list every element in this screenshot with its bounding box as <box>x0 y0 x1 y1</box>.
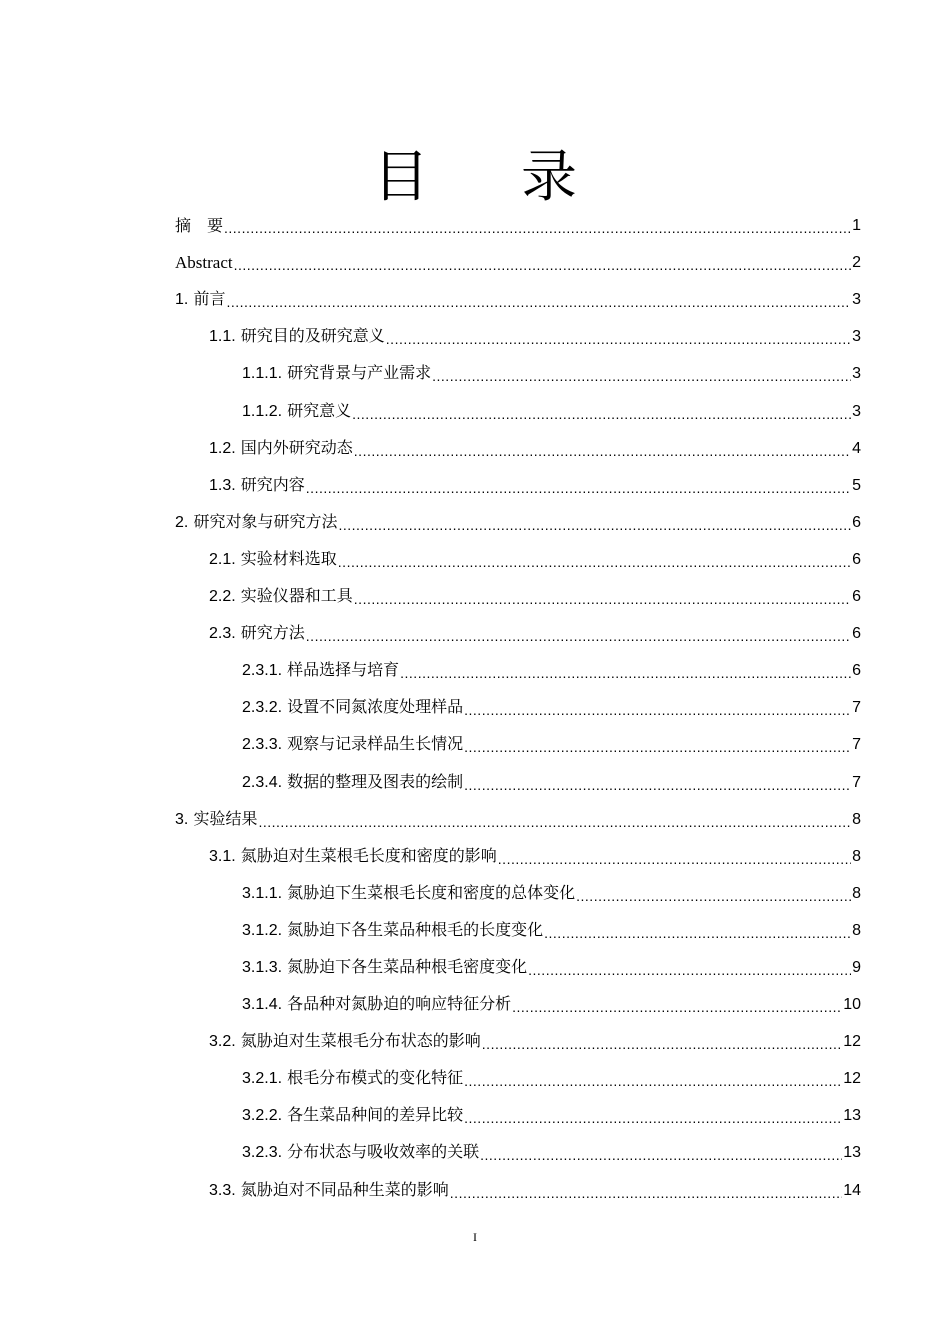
toc-dot-leader <box>576 888 851 904</box>
toc-entry-text: 根毛分布模式的变化特征 <box>287 1068 464 1088</box>
toc-entry-label <box>209 549 337 570</box>
toc-entry-page: 8 <box>852 921 861 939</box>
toc-entry-label <box>242 883 575 904</box>
toc-dot-leader <box>354 443 851 459</box>
toc-entry-text: 前言 <box>193 289 226 309</box>
toc-entry[interactable] <box>175 465 861 502</box>
toc-entry-text: 研究对象与研究方法 <box>193 511 338 531</box>
toc-entry-number: 2.3.2. <box>242 699 283 717</box>
toc-entry[interactable] <box>175 428 861 465</box>
toc-dot-leader <box>306 480 851 496</box>
toc-entry-number: 3.1.2. <box>242 921 283 939</box>
toc-entry-label <box>242 994 511 1015</box>
toc-entry-text: 样品选择与培育 <box>287 660 400 680</box>
toc-entry[interactable] <box>175 799 861 836</box>
toc-entry-text: 实验仪器和工具 <box>240 586 353 606</box>
toc-dot-leader <box>400 665 851 681</box>
toc-entry-label <box>209 623 305 644</box>
toc-entry-number: 3.2.1. <box>242 1070 283 1088</box>
toc-entry[interactable] <box>175 390 861 427</box>
toc-entry[interactable] <box>175 687 861 724</box>
toc-entry-page: 1 <box>852 217 861 235</box>
toc-entry-page: 7 <box>852 773 861 791</box>
toc-dot-leader <box>224 220 851 236</box>
toc-entry[interactable] <box>175 724 861 761</box>
toc-dot-leader <box>354 591 851 607</box>
toc-entry-number: 3. <box>175 810 189 828</box>
toc-entry[interactable] <box>175 576 861 613</box>
toc-entry-number: 2.1. <box>209 550 236 568</box>
toc-entry-label <box>242 734 463 755</box>
toc-entry-page: 7 <box>852 736 861 754</box>
toc-entry-number: 3.1.3. <box>242 958 283 976</box>
toc-entry[interactable] <box>175 539 861 576</box>
toc-entry-label <box>242 401 351 422</box>
toc-entry-number: 2.3.3. <box>242 736 283 754</box>
toc-entry-text: 各品种对氮胁迫的响应特征分析 <box>287 994 512 1014</box>
toc-dot-leader <box>450 1185 842 1201</box>
toc-entry-page: 13 <box>843 1144 861 1162</box>
toc-entry-number: 1.1.1. <box>242 365 283 383</box>
toc-entry-page: 8 <box>852 847 861 865</box>
toc-entry-label <box>209 1031 481 1052</box>
toc-dot-leader <box>338 517 851 533</box>
toc-entry-page: 5 <box>852 476 861 494</box>
footer-page-number: I <box>473 1230 477 1244</box>
toc-entry-page: 13 <box>843 1107 861 1125</box>
toc-entry-page: 6 <box>852 550 861 568</box>
toc-entry[interactable] <box>175 1095 861 1132</box>
toc-entry-label <box>209 1180 449 1201</box>
toc-entry-text: 氮胁迫对不同品种生菜的影响 <box>240 1179 449 1199</box>
toc-entry-label <box>242 660 399 681</box>
toc-entry-text: 氮胁迫下生菜根毛长度和密度的总体变化 <box>287 882 576 902</box>
toc-entry[interactable] <box>175 873 861 910</box>
toc-entry-page: 7 <box>852 699 861 717</box>
toc-entry-text: 分布状态与吸收效率的关联 <box>287 1142 480 1162</box>
toc-entry[interactable] <box>175 947 861 984</box>
toc-entry-label <box>242 697 463 718</box>
toc-entry-page: 3 <box>852 402 861 420</box>
toc-entry-number: 3.2. <box>209 1033 236 1051</box>
toc-entry-number: 2.3.1. <box>242 662 283 680</box>
toc-entry-page: 4 <box>852 439 861 457</box>
toc-entry-label <box>175 809 257 830</box>
toc-entry-page: 12 <box>843 1033 861 1051</box>
toc-entry-page: 6 <box>852 588 861 606</box>
toc-entry-page: 6 <box>852 513 861 531</box>
toc-dot-leader <box>544 925 851 941</box>
toc-dot-leader <box>338 554 851 570</box>
toc-entry-text: 各生菜品种间的差异比较 <box>287 1105 464 1125</box>
toc-entry-number: 2.3. <box>209 625 236 643</box>
toc-entry-number: 3.3. <box>209 1181 236 1199</box>
toc-entry-label <box>209 846 497 867</box>
toc-entry-text: 实验结果 <box>193 808 258 828</box>
toc-dot-leader <box>528 962 851 978</box>
toc-entry-number: 3.1. <box>209 847 236 865</box>
toc-entry-text: 观察与记录样品生长情况 <box>287 734 464 754</box>
toc-entry-page: 8 <box>852 810 861 828</box>
toc-entry-label <box>242 1142 479 1163</box>
toc-dot-leader <box>258 814 851 830</box>
toc-entry-page: 14 <box>843 1181 861 1199</box>
toc-entry[interactable] <box>175 836 861 873</box>
toc-entry[interactable] <box>175 650 861 687</box>
toc-entry-label <box>175 253 233 273</box>
toc-entry-number: 1.1. <box>209 328 236 346</box>
toc-entry-text: 设置不同氮浓度处理样品 <box>287 697 464 717</box>
toc-entry-page: 3 <box>852 328 861 346</box>
toc-entry-text: 国内外研究动态 <box>240 437 353 457</box>
toc-entry-text: 研究目的及研究意义 <box>240 326 385 346</box>
toc-entry-text: 研究背景与产业需求 <box>287 363 432 383</box>
toc-entry[interactable] <box>175 242 861 279</box>
toc-dot-leader <box>498 851 851 867</box>
toc-entry-text: 研究意义 <box>287 400 352 420</box>
toc-entry-label <box>242 363 431 384</box>
toc-entry-number: 1.2. <box>209 439 236 457</box>
toc-entry-page: 8 <box>852 884 861 902</box>
toc-entry-number: 2.3.4. <box>242 773 283 791</box>
toc-entry-label <box>209 586 353 607</box>
toc-dot-leader <box>432 368 851 384</box>
toc-entry-number: 1.1.2. <box>242 402 283 420</box>
toc-entry-label <box>175 512 337 533</box>
toc-entry[interactable] <box>175 353 861 390</box>
toc-dot-leader <box>226 294 851 310</box>
toc-entry[interactable] <box>175 279 861 316</box>
toc-entry-text: 氮胁迫下各生菜品种根毛密度变化 <box>287 956 528 976</box>
toc-entry-text: Abstract <box>175 253 233 273</box>
toc-entry[interactable] <box>175 502 861 539</box>
toc-entry[interactable] <box>175 1169 861 1206</box>
toc-entry-label <box>242 1068 463 1089</box>
toc-entry[interactable] <box>175 316 861 353</box>
toc-entry-number: 2.2. <box>209 588 236 606</box>
toc-entry-text: 氮胁迫下各生菜品种根毛的长度变化 <box>287 919 544 939</box>
table-of-contents <box>175 205 861 1207</box>
toc-entry-label <box>175 216 223 236</box>
toc-entry-page: 2 <box>852 254 861 272</box>
toc-entry-number: 3.1.1. <box>242 884 283 902</box>
toc-entry-label <box>242 1105 463 1126</box>
toc-dot-leader <box>512 999 842 1015</box>
toc-entry-text: 研究内容 <box>240 474 305 494</box>
toc-entry[interactable] <box>175 205 861 242</box>
toc-entry[interactable] <box>175 1021 861 1058</box>
toc-entry-page: 3 <box>852 291 861 309</box>
toc-entry[interactable] <box>175 910 861 947</box>
toc-dot-leader <box>482 1036 842 1052</box>
toc-entry-label <box>209 438 353 459</box>
toc-entry-number: 1.3. <box>209 476 236 494</box>
toc-dot-leader <box>306 628 851 644</box>
toc-entry-text: 研究方法 <box>240 623 305 643</box>
toc-entry-number: 2. <box>175 513 189 531</box>
toc-dot-leader <box>464 1073 842 1089</box>
toc-entry-label <box>209 475 305 496</box>
toc-entry[interactable] <box>175 1132 861 1169</box>
toc-dot-leader <box>386 331 851 347</box>
toc-title <box>0 143 950 213</box>
toc-entry-text: 实验材料选取 <box>240 548 337 568</box>
toc-entry-text: 摘 要 <box>175 216 224 236</box>
toc-dot-leader <box>464 1110 842 1126</box>
toc-dot-leader <box>464 777 851 793</box>
toc-dot-leader <box>234 257 852 273</box>
toc-entry-page: 6 <box>852 662 861 680</box>
toc-dot-leader <box>464 739 851 755</box>
toc-entry-text: 氮胁迫对生菜根毛分布状态的影响 <box>240 1031 481 1051</box>
toc-title-char-1: 目 <box>373 145 429 210</box>
toc-entry-label <box>209 326 385 347</box>
toc-entry-number: 3.2.2. <box>242 1107 283 1125</box>
toc-dot-leader <box>464 702 851 718</box>
toc-entry-text: 数据的整理及图表的绘制 <box>287 771 464 791</box>
toc-title-char-2: 录 <box>521 145 577 210</box>
toc-entry-page: 3 <box>852 365 861 383</box>
toc-entry-label <box>175 289 225 310</box>
toc-dot-leader <box>352 406 851 422</box>
toc-dot-leader <box>480 1147 842 1163</box>
toc-entry-page: 9 <box>852 958 861 976</box>
toc-entry-label <box>242 772 463 793</box>
toc-entry-number: 3.2.3. <box>242 1144 283 1162</box>
toc-entry[interactable] <box>175 761 861 798</box>
toc-entry-label <box>242 957 527 978</box>
toc-entry[interactable] <box>175 984 861 1021</box>
toc-entry[interactable] <box>175 1058 861 1095</box>
toc-entry-page: 6 <box>852 625 861 643</box>
toc-entry-text: 氮胁迫对生菜根毛长度和密度的影响 <box>240 845 497 865</box>
toc-entry-label <box>242 920 543 941</box>
toc-entry-number: 3.1.4. <box>242 996 283 1014</box>
toc-entry-number: 1. <box>175 291 189 309</box>
toc-entry-page: 10 <box>843 996 861 1014</box>
toc-entry[interactable] <box>175 613 861 650</box>
toc-entry-page: 12 <box>843 1070 861 1088</box>
